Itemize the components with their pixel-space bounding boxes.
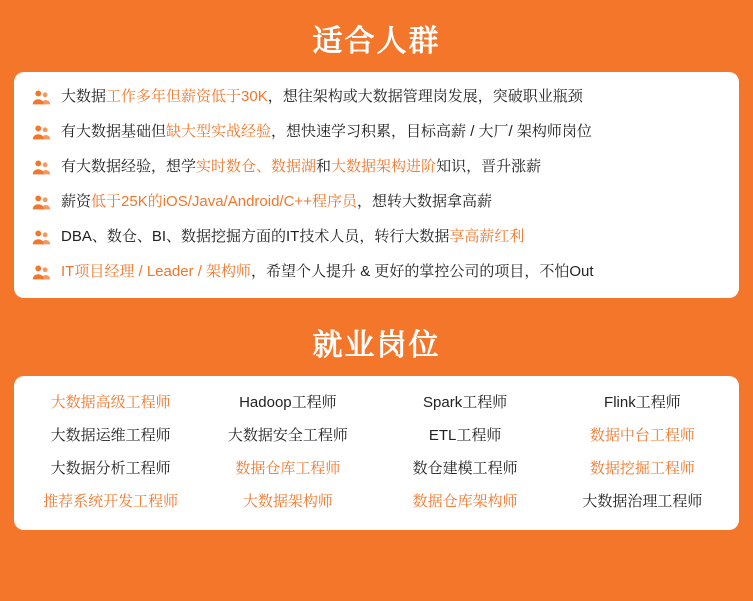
audience-item-label — [61, 191, 492, 213]
person-icon — [30, 122, 52, 144]
highlight-text: 低于25K的iOS/Java/Android/C++程序员 — [91, 193, 357, 210]
job-item[interactable]: 推荐系统开发工程师 — [43, 493, 179, 510]
job-item[interactable]: 大数据治理工程师 — [582, 493, 703, 510]
job-item[interactable]: Spark工程师 — [423, 394, 508, 411]
jobs-grid — [22, 386, 731, 518]
job-item[interactable]: ETL工程师 — [428, 427, 502, 444]
audience-item-label — [61, 226, 524, 248]
highlight-text: 工作多年但薪资低于30K — [106, 88, 268, 105]
job-item[interactable]: 数仓建模工程师 — [412, 460, 518, 477]
job-item[interactable]: 大数据架构师 — [242, 493, 333, 510]
audience-item-label — [61, 86, 583, 108]
plain-text: 薪资 — [61, 193, 92, 210]
plain-text: ，想往架构或大数据管理岗发展，突破职业瓶颈 — [267, 88, 583, 105]
highlight-text: 实时数仓、数据湖 — [196, 158, 317, 175]
job-item[interactable]: Hadoop工程师 — [239, 394, 337, 411]
plain-text: 大数据 — [61, 88, 107, 105]
plain-text: 有大数据基础但 — [61, 123, 167, 140]
person-icon — [30, 157, 52, 179]
person-icon — [30, 87, 52, 109]
audience-list-item — [30, 261, 723, 284]
job-item[interactable]: 大数据安全工程师 — [227, 427, 348, 444]
audience-list-item — [30, 86, 723, 109]
audience-item-label — [61, 156, 541, 178]
audience-list-item — [30, 191, 723, 214]
job-item[interactable]: Flink工程师 — [604, 394, 681, 411]
audience-list-item — [30, 156, 723, 179]
jobs-section-title: 就业岗位 — [312, 329, 441, 362]
job-item[interactable]: 大数据高级工程师 — [50, 394, 171, 411]
highlight-text: 缺大型实战经验 — [166, 123, 272, 140]
highlight-text: 享高薪红利 — [449, 228, 525, 245]
person-icon — [30, 262, 52, 284]
job-item[interactable]: 大数据运维工程师 — [50, 427, 171, 444]
plain-text: 有大数据经验，想学 — [61, 158, 197, 175]
plain-text: 和 — [316, 158, 332, 175]
highlight-text: IT项目经理 / Leader / 架构师 — [61, 263, 252, 280]
audience-card — [14, 72, 739, 298]
job-item[interactable]: 数据仓库工程师 — [235, 460, 341, 477]
jobs-card — [14, 376, 739, 530]
person-icon — [30, 192, 52, 214]
plain-text: ，希望个人提升 & 更好的掌控公司的项目，不怕Out — [251, 263, 594, 280]
audience-item-label — [61, 121, 592, 143]
job-item[interactable]: 数据中台工程师 — [589, 427, 695, 444]
plain-text: ，想快速学习积累，目标高薪 / 大厂/ 架构师岗位 — [271, 123, 592, 140]
audience-list-item — [30, 226, 723, 249]
job-item[interactable]: 大数据分析工程师 — [50, 460, 171, 477]
person-icon — [30, 227, 52, 249]
job-item[interactable]: 数据仓库架构师 — [412, 493, 518, 510]
plain-text: ，想转大数据拿高薪 — [356, 193, 492, 210]
audience-section-title: 适合人群 — [312, 25, 441, 58]
audience-item-label — [61, 261, 594, 283]
plain-text: DBA、数仓、BI、数据挖掘方面的IT技术人员，转行大数据 — [61, 228, 450, 245]
plain-text: 知识，晋升涨薪 — [436, 158, 542, 175]
audience-list-item — [30, 121, 723, 144]
job-item[interactable]: 数据挖掘工程师 — [589, 460, 695, 477]
highlight-text: 大数据架构进阶 — [331, 158, 437, 175]
